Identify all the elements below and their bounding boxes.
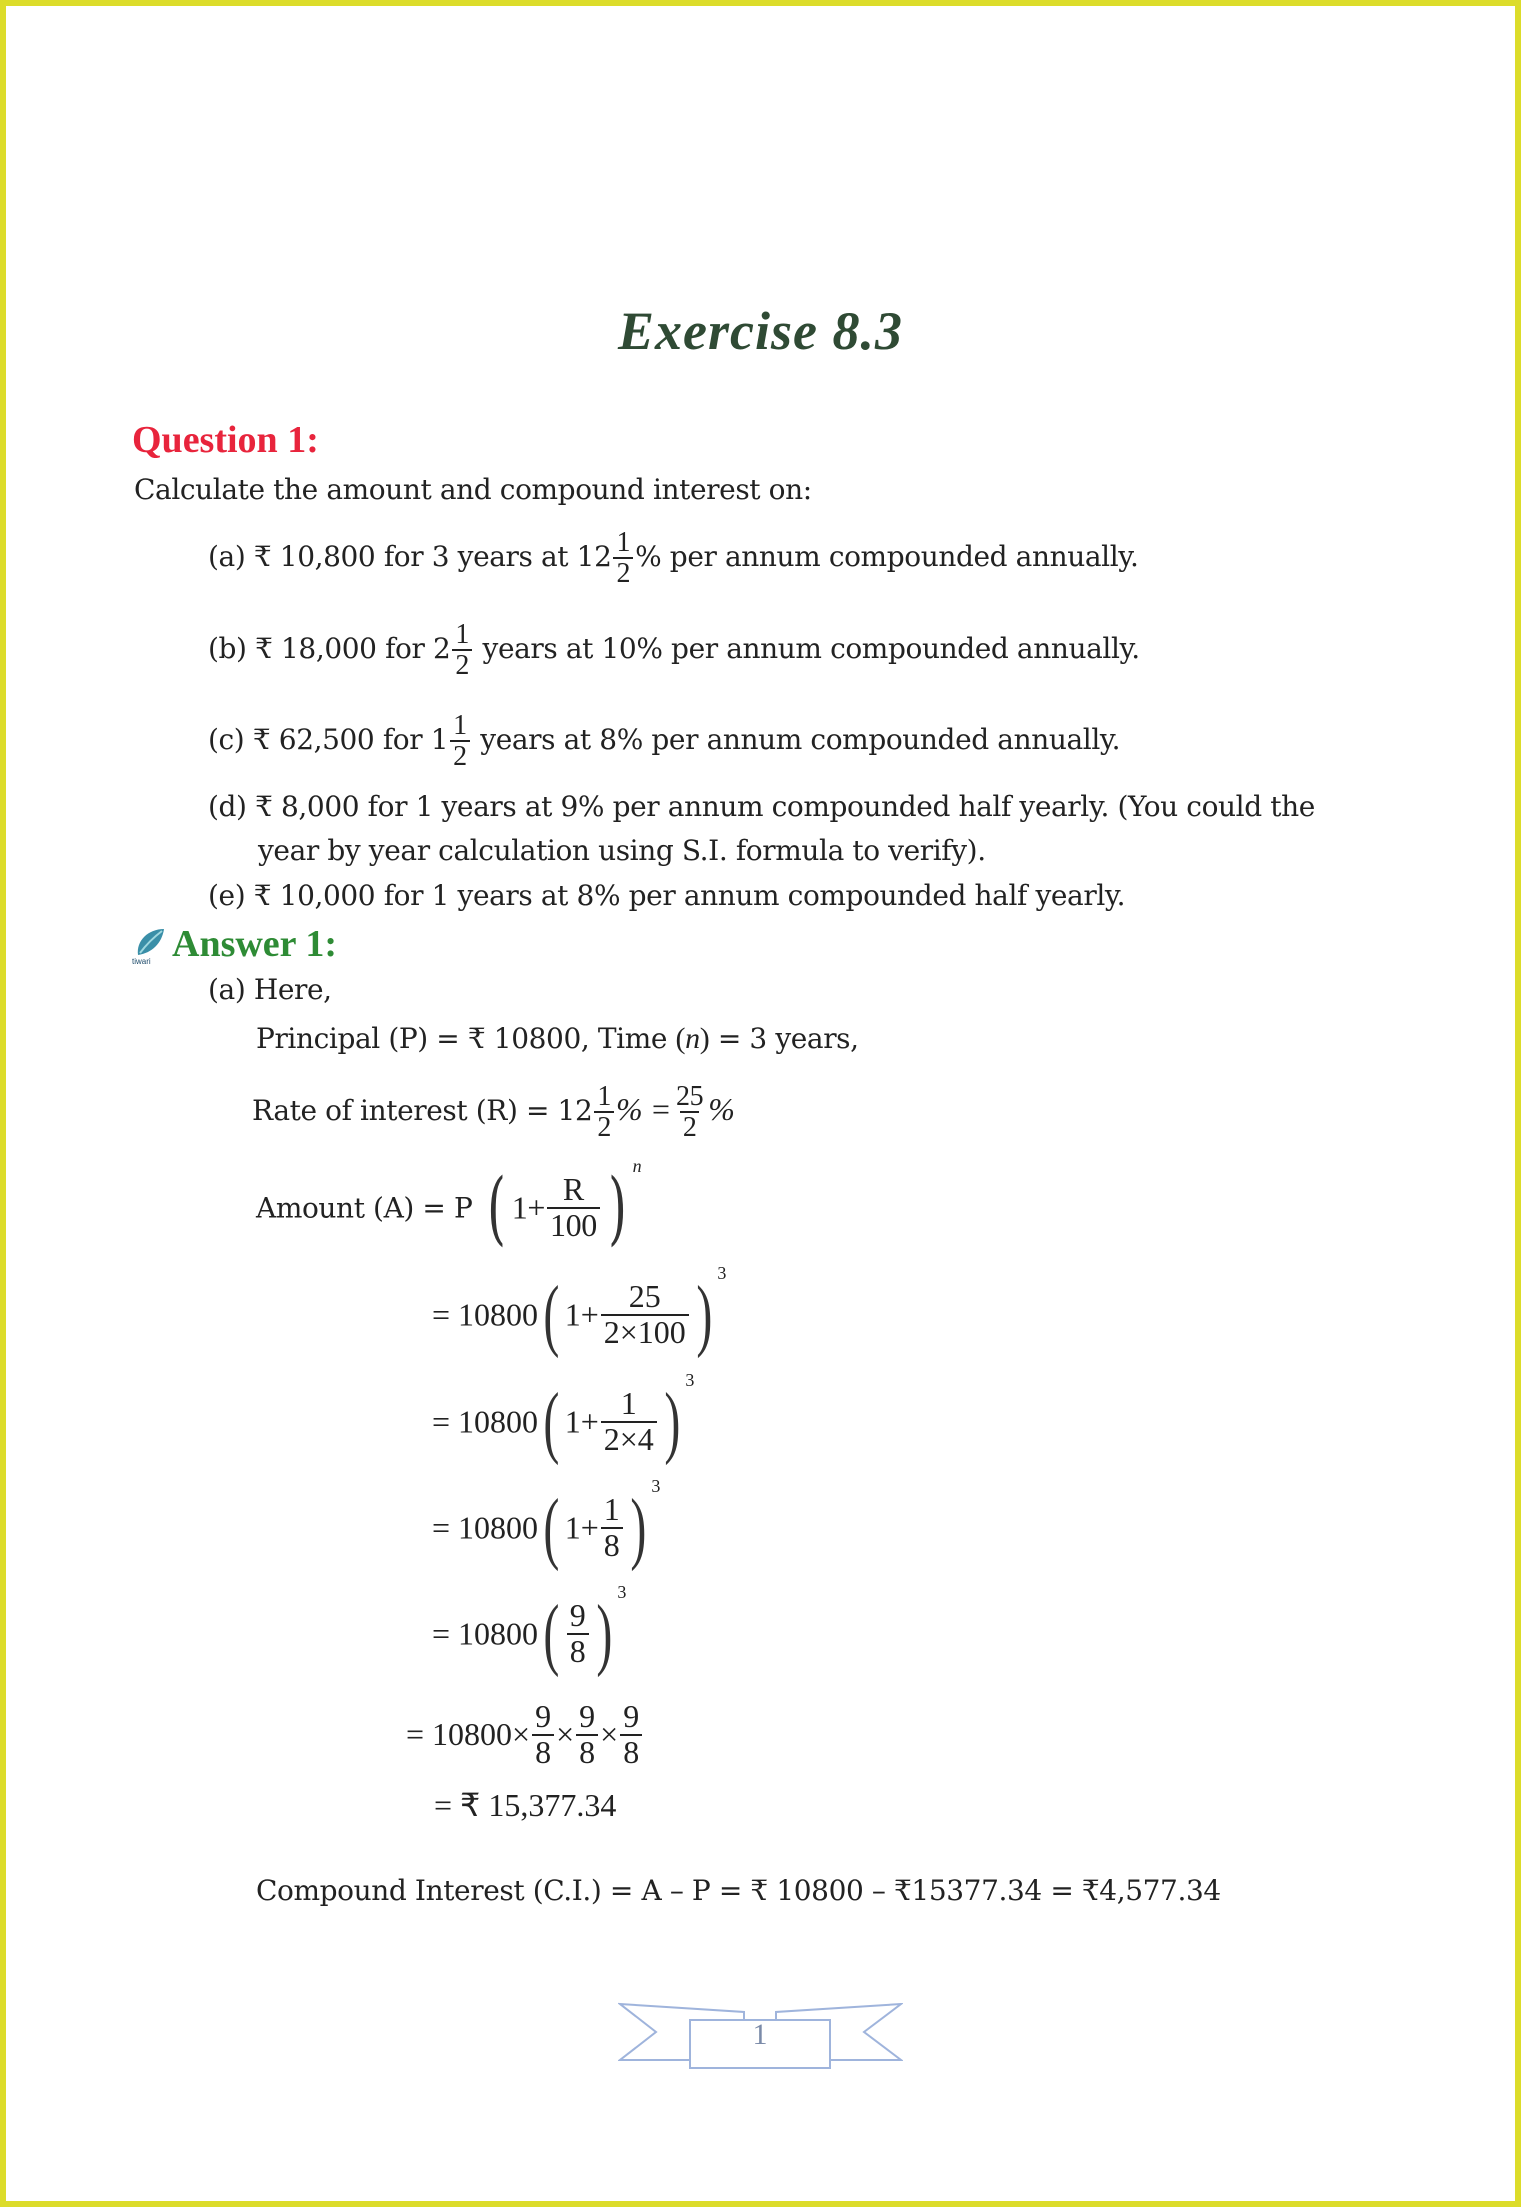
answer-part-label: (a) Here, xyxy=(208,973,332,1006)
question-part-c xyxy=(208,711,1120,772)
question-intro: Calculate the amount and compound interest on: xyxy=(134,473,812,506)
principal-line: Principal (P) = ₹ 10800, Time (n) = 3 years, xyxy=(256,1022,859,1055)
part-text: ₹ 18,000 for 2 xyxy=(255,631,451,665)
page-number: 1 xyxy=(752,2018,768,2051)
part-text: ₹ 10,800 for 3 years at 12 xyxy=(253,539,612,573)
question-part-d-continued: year by year calculation using S.I. formula to verify). xyxy=(258,834,986,867)
fraction: $\frac{25}{2}$ xyxy=(676,1081,704,1144)
fraction: $\frac{1}{2\times 4}$ xyxy=(601,1387,657,1456)
part-label: (c) xyxy=(208,722,245,756)
fraction: $\frac{1}{2}$ xyxy=(594,1082,614,1143)
amount-result: = ₹ 15,377.34 xyxy=(434,1787,617,1823)
fraction: $\frac{1}{8}$ xyxy=(601,1493,623,1562)
compound-interest-line: Compound Interest (C.I.) = A – P = ₹ 10800 – ₹15377.34 = ₹4,577.34 xyxy=(256,1874,1221,1907)
fraction: $\frac{9}{8}$ xyxy=(532,1700,554,1769)
question-heading: Question 1: xyxy=(132,419,319,461)
calc-product: = 10800× $\frac{9}{8}$ × $\frac{9}{8}$ × $\frac{9}{8}$ xyxy=(406,1700,644,1769)
fraction: $\frac{9}{8}$ xyxy=(567,1599,589,1668)
amount-formula: Amount (A) = P ( 1+ $\frac{R}{100}$ ) $^n$ xyxy=(256,1156,642,1254)
question-part-e xyxy=(208,879,1125,912)
rate-line: Rate of interest (R) = 12 $\frac{1}{2}$ % = $\frac{25}{2}$ % xyxy=(252,1081,735,1144)
page-title: Exercise 8.3 xyxy=(618,301,903,361)
question-part-d xyxy=(208,790,1315,823)
tiwari-leaf-logo-icon xyxy=(130,925,170,965)
fraction: $\frac{R}{100}$ xyxy=(547,1173,600,1242)
part-label: (a) xyxy=(208,539,246,573)
svg-text:tiwari: tiwari xyxy=(132,957,151,965)
calc-step-4: = 10800( $\frac{9}{8}$ ) $^3$ xyxy=(432,1582,627,1678)
calc-step-1: = 10800( 1+ $\frac{25}{2\times 100}$ ) $^3$ xyxy=(432,1263,727,1359)
part-text: years at 10% per annum compounded annually. xyxy=(482,631,1140,665)
fraction: $\frac{9}{8}$ xyxy=(576,1700,598,1769)
part-label: (e) xyxy=(208,879,246,912)
fraction: $\frac{1}{2}$ xyxy=(452,620,472,681)
fraction: $\frac{1}{2}$ xyxy=(450,711,470,772)
fraction: $\frac{1}{2}$ xyxy=(613,528,633,589)
answer-heading: Answer 1: xyxy=(172,923,338,965)
part-label: (d) xyxy=(208,790,247,823)
part-text: ₹ 62,500 for 1 xyxy=(252,722,449,756)
calc-step-2: = 10800( 1+ $\frac{1}{2\times 4}$ ) $^3$ xyxy=(432,1370,695,1466)
part-text: years at 8% per annum compounded annually. xyxy=(480,722,1121,756)
question-part-b xyxy=(208,620,1140,681)
part-label: (b) xyxy=(208,631,247,665)
part-text: ₹ 10,000 for 1 years at 8% per annum compounded half yearly. xyxy=(253,879,1126,912)
fraction: $\frac{9}{8}$ xyxy=(620,1700,642,1769)
part-text: ₹ 8,000 for 1 years at 9% per annum compounded half yearly. (You could the xyxy=(255,790,1315,823)
part-text: % per annum compounded annually. xyxy=(635,539,1139,573)
calc-step-3: = 10800( 1+ $\frac{1}{8}$ ) $^3$ xyxy=(432,1476,661,1572)
question-part-a xyxy=(208,528,1138,589)
fraction: $\frac{25}{2\times 100}$ xyxy=(601,1280,689,1349)
